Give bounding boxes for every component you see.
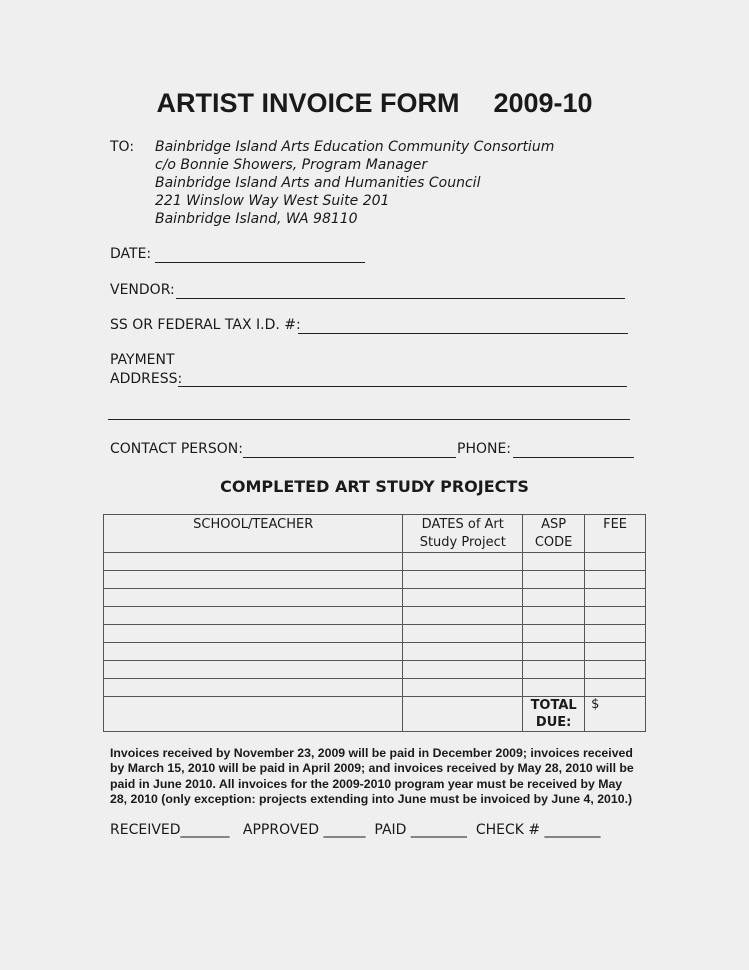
table-row: [104, 661, 646, 679]
cell[interactable]: [104, 571, 403, 589]
cell[interactable]: [403, 589, 523, 607]
cell[interactable]: [403, 625, 523, 643]
phone-field[interactable]: [513, 457, 634, 458]
cell[interactable]: [523, 679, 585, 697]
office-use-footer: [110, 822, 601, 838]
cell[interactable]: [585, 643, 646, 661]
to-label: TO:: [110, 139, 135, 155]
cell[interactable]: [523, 553, 585, 571]
tax-id-label: SS OR FEDERAL TAX I.D. #:: [110, 317, 301, 333]
table-row: [104, 607, 646, 625]
received-field[interactable]: RECEIVED_______: [110, 822, 230, 838]
column-header-asp-code: ASP CODE: [523, 515, 585, 553]
approved-field[interactable]: APPROVED ______: [242, 822, 366, 838]
check-field[interactable]: CHECK # ________: [475, 822, 601, 838]
address-line: 221 Winslow Way West Suite 201: [155, 193, 390, 209]
payment-schedule-note: Invoices received by November 23, 2009 will be paid in December 2009; invoices received by March 15, 2010 will be paid in April 2009; and invoices received by May 28, 2010 will be paid in June 2010. All invoices for the 2009-2010 program year must be received by May 28, 2010 (only exception: projects extending into June must be invoiced by June 4, 2010.): [110, 746, 634, 806]
table-row: [104, 679, 646, 697]
cell[interactable]: [585, 679, 646, 697]
table-row: [104, 643, 646, 661]
cell[interactable]: [403, 643, 523, 661]
cell[interactable]: [403, 607, 523, 625]
phone-label: PHONE:: [457, 441, 512, 457]
cell[interactable]: [585, 607, 646, 625]
vendor-label: VENDOR:: [110, 282, 175, 298]
cell[interactable]: [523, 589, 585, 607]
cell[interactable]: [403, 661, 523, 679]
projects-heading: COMPLETED ART STUDY PROJECTS: [220, 477, 529, 496]
payment-address-field-2[interactable]: [108, 419, 630, 420]
cell[interactable]: [523, 625, 585, 643]
date-label: DATE:: [110, 246, 152, 262]
title-text: ARTIST INVOICE FORM: [156, 88, 460, 118]
address-line: c/o Bonnie Showers, Program Manager: [155, 157, 428, 173]
column-header-fee: FEE: [585, 515, 646, 553]
cell[interactable]: [104, 553, 403, 571]
total-due-field[interactable]: $: [585, 697, 646, 732]
tax-id-field[interactable]: [298, 333, 628, 334]
page-title: [0, 88, 749, 119]
table-header-row: [104, 515, 646, 553]
table-row: [104, 625, 646, 643]
cell: [403, 697, 523, 732]
vendor-field[interactable]: [176, 298, 625, 299]
cell[interactable]: [585, 589, 646, 607]
payment-address-field[interactable]: [178, 386, 627, 387]
cell[interactable]: [523, 607, 585, 625]
contact-field[interactable]: [243, 457, 456, 458]
table-row: [104, 571, 646, 589]
cell[interactable]: [104, 607, 403, 625]
address-line: Bainbridge Island, WA 98110: [155, 211, 358, 227]
contact-label: CONTACT PERSON:: [110, 441, 243, 457]
cell[interactable]: [104, 643, 403, 661]
cell[interactable]: [523, 661, 585, 679]
address-line: Bainbridge Island Arts and Humanities Council: [155, 175, 481, 191]
cell[interactable]: [104, 679, 403, 697]
cell[interactable]: [104, 661, 403, 679]
address-line: Bainbridge Island Arts Education Community Consortium: [155, 139, 555, 155]
table-row: [104, 589, 646, 607]
cell[interactable]: [585, 661, 646, 679]
projects-table: [103, 514, 646, 732]
cell[interactable]: [523, 643, 585, 661]
date-field[interactable]: [155, 262, 365, 263]
cell[interactable]: [403, 553, 523, 571]
cell: [104, 697, 403, 732]
payment-label: PAYMENT: [110, 352, 175, 368]
cell[interactable]: [403, 571, 523, 589]
cell[interactable]: [585, 571, 646, 589]
total-due-label: TOTAL DUE:: [523, 697, 585, 732]
table-row: [104, 553, 646, 571]
paid-field[interactable]: PAID ________: [374, 822, 467, 838]
cell[interactable]: [403, 679, 523, 697]
cell[interactable]: [104, 589, 403, 607]
column-header-school: SCHOOL/TEACHER: [104, 515, 403, 553]
cell[interactable]: [585, 625, 646, 643]
cell[interactable]: [523, 571, 585, 589]
title-year: 2009-10: [493, 88, 593, 118]
total-row: [104, 697, 646, 732]
address-label: ADDRESS:: [110, 371, 183, 387]
cell[interactable]: [585, 553, 646, 571]
cell[interactable]: [104, 625, 403, 643]
column-header-dates: DATES of Art Study Project: [403, 515, 523, 553]
